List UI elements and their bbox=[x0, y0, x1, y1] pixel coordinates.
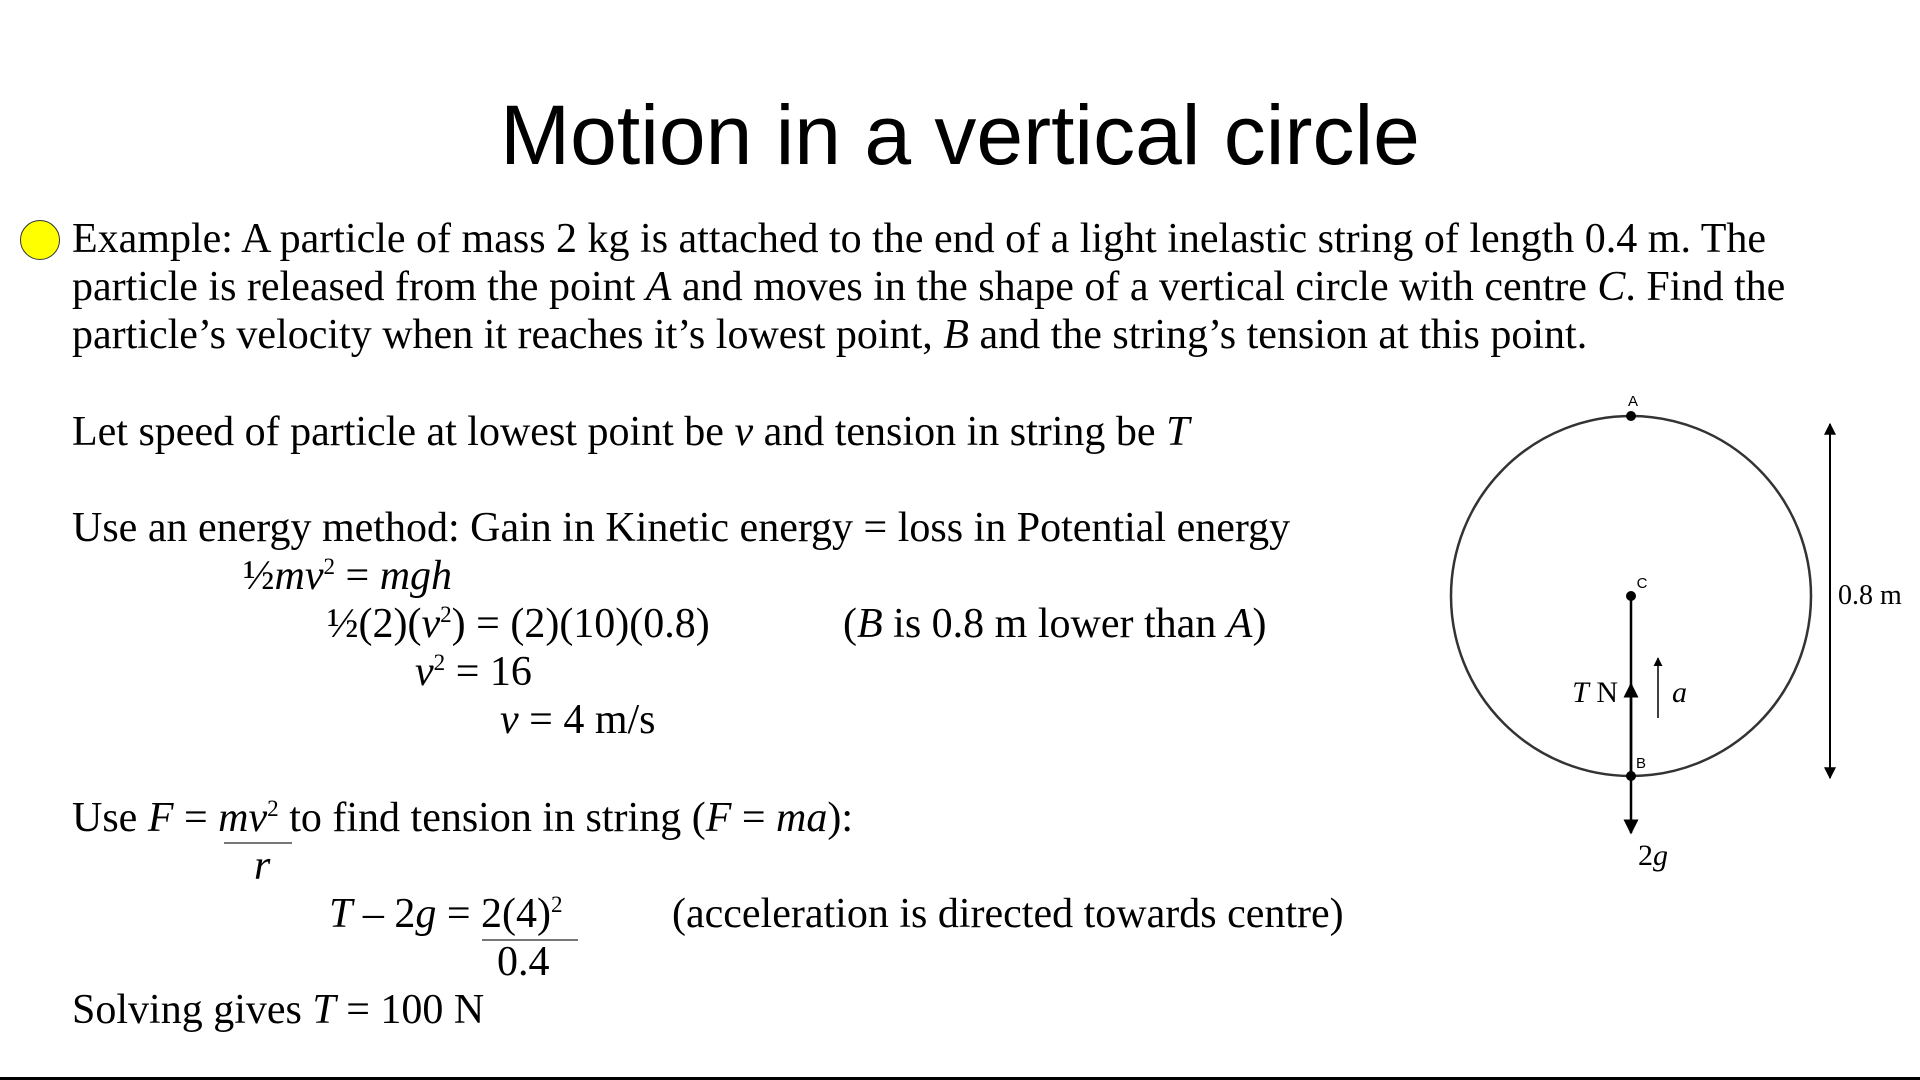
acceleration-note: (acceleration is directed towards centre) bbox=[672, 891, 1344, 937]
tension-label: T N bbox=[1572, 676, 1618, 709]
acceleration-label: a bbox=[1672, 676, 1687, 709]
force-fraction-denominator: r bbox=[254, 843, 271, 889]
force-formula-line: Use $F = mv^2$ to find tension in string (F = ma): bbox=[72, 795, 854, 841]
let-line: Let speed of particle at lowest point be v and tension in string be T bbox=[72, 409, 1190, 455]
weight-label: 2g bbox=[1638, 839, 1668, 872]
slide-title: Motion in a vertical circle bbox=[500, 88, 1420, 182]
diameter-label: 0.8 m bbox=[1838, 580, 1902, 611]
energy-equation-2: $\frac{1}{2}(2)(v^2) = (2)(10)(0.8)$ bbox=[327, 601, 710, 647]
problem-statement: Example: A particle of mass 2 kg is attached to the end of a light inelastic string of length 0.4 m. The particle is released from the point A and moves in the shape of a vertical circle with centre C. Find the particle’s velocity when it reaches it’s lowest point, B and the string’s tension at this point. bbox=[72, 216, 1786, 358]
height-note: (B is 0.8 m lower than A) bbox=[843, 601, 1267, 647]
tension-equation: $T - 2g = 2(4)^2$ bbox=[329, 891, 563, 937]
label-c: C bbox=[1636, 575, 1648, 592]
point-a-dot bbox=[1626, 411, 1636, 421]
yellow-bullet-icon bbox=[20, 220, 60, 260]
result-line: Solving gives T = 100 N bbox=[72, 987, 485, 1033]
energy-equation-1: $\frac{1}{2}mv^2$ = mgh bbox=[243, 553, 453, 599]
energy-equation-3: $v^2 = 16$ bbox=[415, 649, 532, 695]
label-b: B bbox=[1635, 755, 1647, 772]
tension-fraction-denominator: 0.4 bbox=[497, 939, 550, 985]
energy-heading: Use an energy method: Gain in Kinetic energy = loss in Potential energy bbox=[72, 505, 1291, 551]
label-a: A bbox=[1627, 393, 1639, 410]
vertical-circle-diagram bbox=[1400, 380, 1920, 890]
energy-equation-4: v = 4 m/s bbox=[500, 697, 656, 743]
